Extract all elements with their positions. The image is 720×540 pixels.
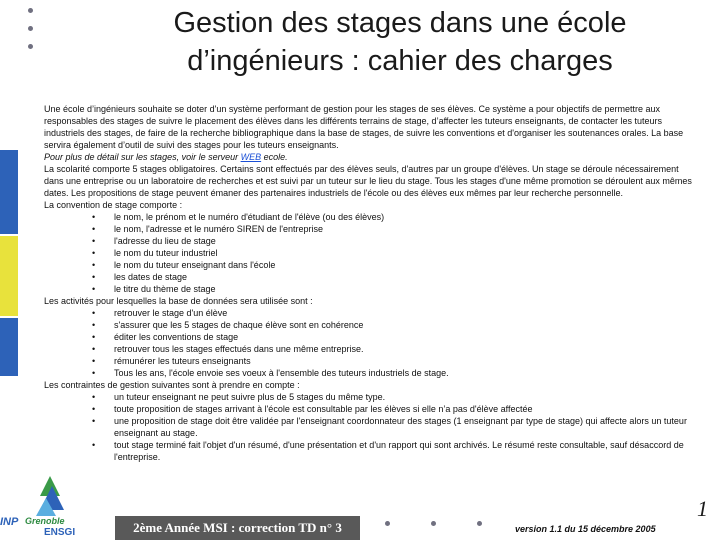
dot	[28, 44, 33, 49]
list-item: • une proposition de stage doit être validée par l'enseignant coordonnateur des stages (1 enseignant par type de stage) qui affecte alors un tuteur enseignant au stage.	[44, 415, 694, 439]
scolarite-paragraph: La scolarité comporte 5 stages obligatoires. Certains sont effectués par des élèves seuls, d'autres par un groupe d'élèves. Un stage se déroule nécessairement dans une entreprise ou un laboratoire de recherches et est suivi par un tuteur sur le lieu du stage. Tous les stages d'une même promotion se déroulent aux mêmes dates. Les propositions de stage peuvent émaner des partenaires industriels de l'école ou des élèves eux mêmes par leur recherche personnelle.	[44, 164, 692, 198]
logo-inp-text: INP	[0, 516, 19, 528]
title-line-1: Gestion des stages dans une école	[173, 7, 627, 39]
dot	[477, 521, 482, 526]
list-item: • le nom, l'adresse et le numéro SIREN de l'entreprise	[44, 223, 694, 235]
version-label: version 1.1 du 15 décembre 2005	[515, 524, 656, 534]
list-item: • toute proposition de stages arrivant à l'école est consultable par les élèves si elle n’a pas d'élève affectée	[44, 403, 694, 415]
activites-heading: Les activités pour lesquelles la base de données sera utilisée sont :	[44, 296, 313, 306]
detail-line	[44, 151, 694, 163]
side-bar-blue-top	[0, 150, 18, 234]
title-line-2: d’ingénieurs : cahier des charges	[187, 45, 613, 77]
dot	[431, 521, 436, 526]
contraintes-heading: Les contraintes de gestion suivantes sont à prendre en compte :	[44, 380, 300, 390]
slide-title	[100, 4, 700, 80]
list-item: • retrouver le stage d'un élève	[44, 307, 694, 319]
list-item: • éditer les conventions de stage	[44, 331, 694, 343]
intro-paragraph: Une école d’ingénieurs souhaite se doter d'un système performant de gestion pour les stages de ses élèves. Ce système a pour objectifs de permettre aux responsables des stages de suivre le placement des élèves dans les différents terrains de stage, d’affecter les tuteurs enseignants, de contacter les tuteurs industriels des stages, de faire de la recherche bibliographique dans la base de stages, de suivre les conventions et d'organiser les soutenances orales. La base servira également d’outil de suivi des stages pour les tuteurs enseignants.	[44, 104, 684, 150]
list-item: • le nom du tuteur enseignant dans l'école	[44, 259, 694, 271]
list-item: • le titre du thème de stage	[44, 283, 694, 295]
list-item: • retrouver tous les stages effectués dans une même entreprise.	[44, 343, 694, 355]
list-item: • un tuteur enseignant ne peut suivre plus de 5 stages du même type.	[44, 391, 694, 403]
list-item: • le nom, le prénom et le numéro d'étudiant de l'élève (ou des élèves)	[44, 211, 694, 223]
page-number: 1	[697, 496, 708, 521]
detail-after: ecole.	[261, 152, 288, 162]
list-item: • les dates de stage	[44, 271, 694, 283]
activites-list	[44, 307, 694, 379]
decorative-dots-top	[28, 8, 36, 62]
list-item: • rémunérer les tuteurs enseignants	[44, 355, 694, 367]
convention-list	[44, 211, 694, 295]
dot	[385, 521, 390, 526]
list-item: • tout stage terminé fait l'objet d'un résumé, d'une présentation et d'un rapport qui sont archivés. Le résumé reste consultable, sauf désaccord de l'entreprise.	[44, 439, 694, 463]
detail-before: Pour plus de détail sur les stages, voir le serveur	[44, 152, 241, 162]
course-footer: 2ème Année MSI : correction TD n° 3	[115, 516, 360, 540]
list-item: • s'assurer que les 5 stages de chaque élève sont en cohérence	[44, 319, 694, 331]
contraintes-list	[44, 391, 694, 463]
list-item: • le nom du tuteur industriel	[44, 247, 694, 259]
logo-ensgi-text: ENSGI	[44, 527, 76, 538]
logo-grenoble-text: Grenoble	[25, 516, 65, 526]
web-link[interactable]: WEB	[240, 152, 262, 162]
dot	[28, 8, 33, 13]
list-item: • l'adresse du lieu de stage	[44, 235, 694, 247]
side-bar-yellow	[0, 236, 18, 316]
dot	[28, 26, 33, 31]
side-bar-blue-bottom	[0, 318, 18, 376]
slide-body	[44, 103, 694, 463]
list-item: • Tous les ans, l'école envoie ses voeux à l'ensemble des tuteurs industriels de stage.	[44, 367, 694, 379]
convention-heading: La convention de stage comporte :	[44, 200, 183, 210]
